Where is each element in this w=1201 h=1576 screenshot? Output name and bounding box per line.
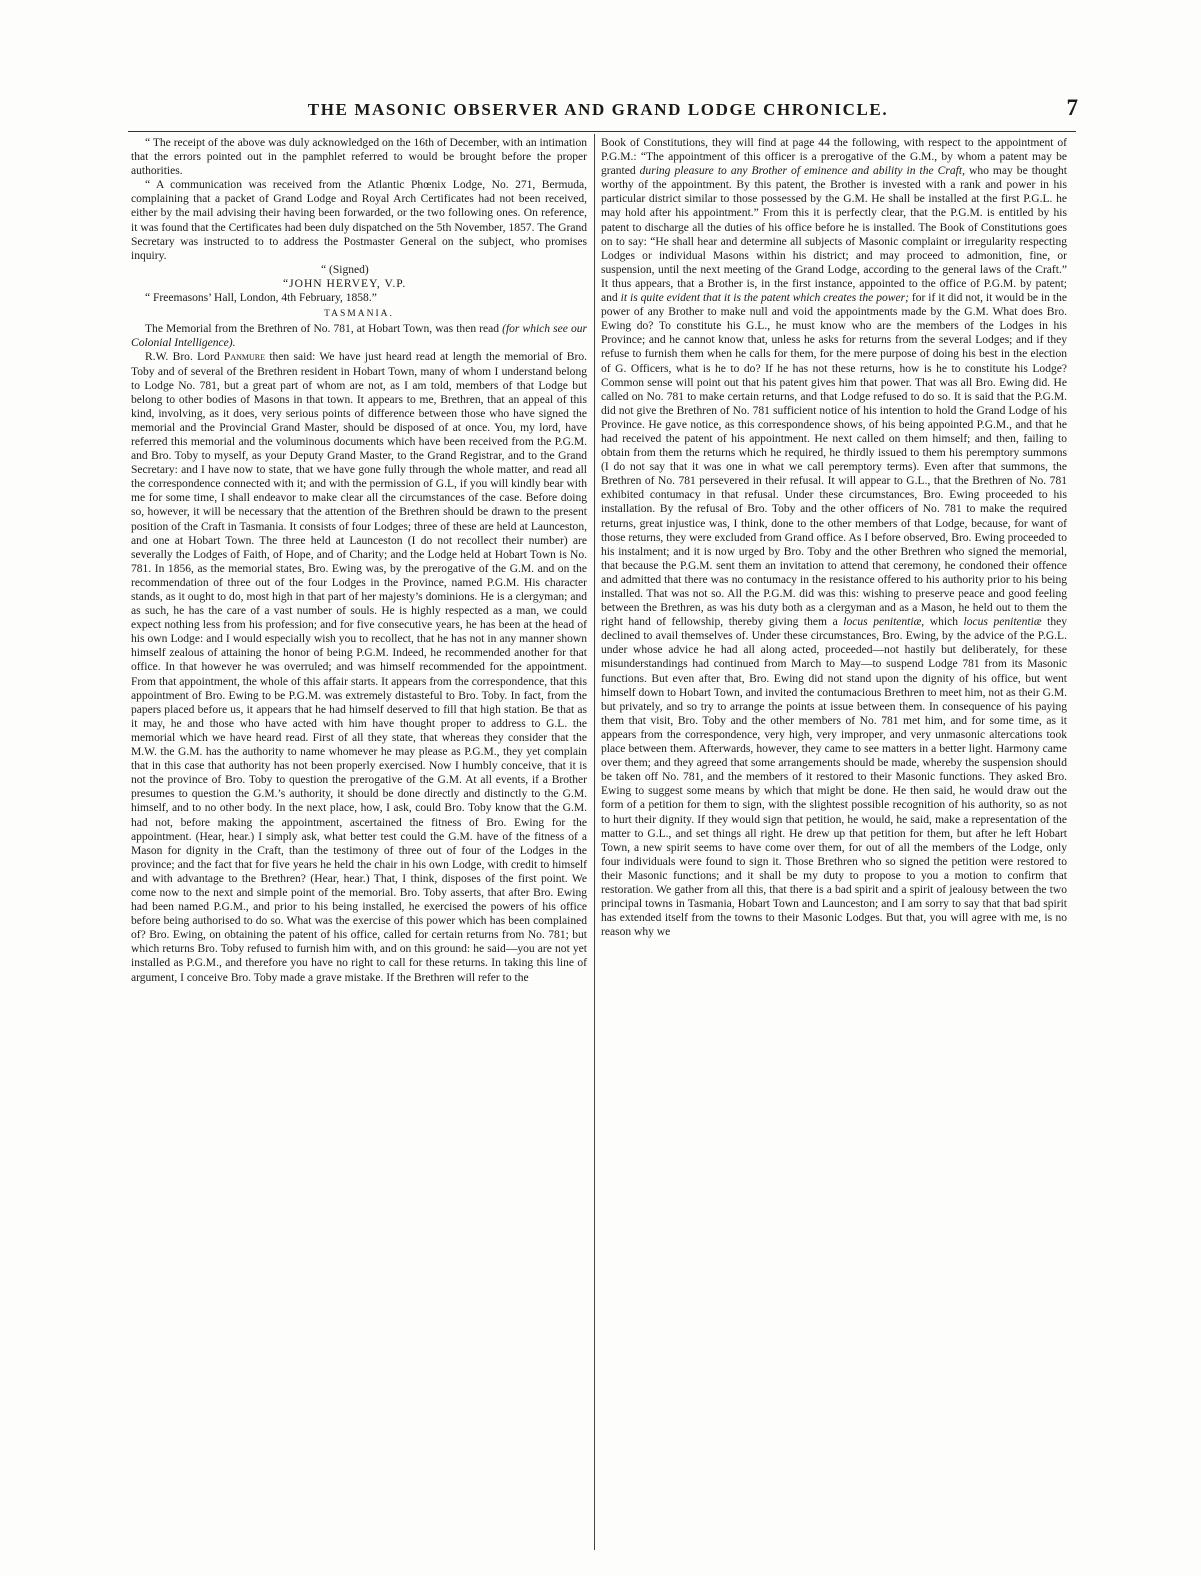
memorial-italic: (for which see our Colonial Intelligence). [131,323,587,350]
right-text-5: they declined to avail themselves of. Under these circumstances, Bro. Ewing, by the advice of the P.G.L. under whose advice he had all along acted, proceeded—not hastily but deliberately, for these misunderstandings had continued from March to May—to suspend Lodge 781 from its Masonic functions. But even after that, Bro. Ewing did not stand upon the dignity of his office, but went himself down to Hobart Town, and invited the contumacious Brethren to meet him, not as their G.M. but privately, and so try to arrange the points at issue between them. In consequence of his paying them that visit, Bro. Toby and the other members of No. 781 met him, and for some time, as it appears from the correspondence, very high, very improper, and very unmasonic altercations took place between them. Afterwards, however, they came to see matters in a better light. Harmony came over them; and they agreed that some arrangements should be made, whereby the suspension should be taken off No. 781, and the members of it restored to their Masonic functions. They asked Bro. Ewing to suggest some means by which that might be done. He then said, he would draw out the form of a petition for them to sign, with the slightest possible recognition of his authority, so as not to hurt their dignity. If they would sign that petition, he would, he said, make a representation of the matter to G.L., and set things all right. He drew up that petition for them, but after he left Hobart Town, a new spirit seems to have come over them, for out of all the members of the Lodge, only four individuals were found to sign it. Those Brethren who so signed the petition were restored to their Masonic functions; and it shall be my duty to propose to you a motion to confirm that restoration. We gather from all this, that there is a bad spirit and a spirit of jealousy between the two principal towns in Tasmania, Hobart Town and Launceston; and I am sorry to say that that bad spirit has extended itself from the towns to their Masonic Lodges. But that, you will agree with me, is no reason why we [601,616,1067,939]
latin-phrase-1: locus penitentiæ, [843,616,925,629]
left-column [131,136,587,1546]
paragraph-speech [131,350,587,984]
page-header [128,95,1078,128]
page-number: 7 [1066,95,1078,120]
right-italic-2: it is quite evident that it is the patent which creates the power; [620,292,909,305]
header-rule [128,131,1076,132]
right-italic-1: during pleasure to any Brother of eminence and ability in the Craft, [639,165,965,178]
signer-name: “JOHN HERVEY, V.P. [283,277,407,290]
dateline: “ Freemasons’ Hall, London, 4th February, 1858.” [145,292,377,305]
signed-note: “ (Signed) [321,263,369,276]
section-title: TASMANIA. [324,309,394,320]
right-text-2: who may be thought worthy of the appointment. By this patent, the Brother is invested with a rank and power in his particular district similar to those possessed by the G.M. He shall be installed at the first P.G.L. he may hold after his appointment.” From this it is perfectly clear, that the P.G.M. is entitled by his patent to discharge all the duties of his office before he is installed. The Book of Constitutions goes on to say: “He shall hear and determine all subjects of Masonic complaint or irregularity respecting Lodges or individual Masons within his district; and may proceed to admonition, fine, or suspension, until the next meeting of the Grand Lodge, according to the general laws of the Craft.” It thus appears, that a Brother is, in the first instance, appointed to the office of P.G.M. by patent; and [601,165,1067,305]
running-head: THE MASONIC OBSERVER AND GRAND LODGE CHRONICLE. [307,100,889,119]
paragraph-receipt: “ The receipt of the above was duly acknowledged on the 16th of December, with an intimation that the errors pointed out in the pamphlet referred to would be brought before the proper authorities. [131,137,587,178]
speaker-name: Panmure [223,351,265,364]
speech-intro: R.W. Bro. Lord [145,351,220,364]
paragraph-continued [601,136,1067,939]
right-text-4: which [929,616,958,629]
right-column [601,136,1067,1546]
paragraph-memorial [131,322,587,350]
memorial-text: The Memorial from the Brethren of No. 781, at Hobart Town, was then read [145,323,500,336]
latin-phrase-2: locus penitentiæ [963,616,1042,629]
right-text-1: Book of Constitutions, they will find at page 44 the following, with respect to the appointment of P.G.M.: “The appointment of this officer is a prerogative of the G.M., by whom a patent may be granted [601,137,1067,178]
paragraph-communication: “ A communication was received from the Atlantic Phœnix Lodge, No. 271, Bermuda, complaining that a packet of Grand Lodge and Royal Arch Certificates had not been received, either by the mail advising their having been forwarded, or the two following ones. On reference, it was found that the Certificates had been duly dispatched on the 5th November, 1857. The Grand Secretary was instructed to to address the Postmaster General on the subject, who promises inquiry. [131,179,587,262]
right-text-3: for if it did not, it would be in the power of any Brother to make null and void the appointments made by the G.M. What does Bro. Ewing do? To constitute his G.L., he must know who are the members of the Lodges in his Province; and he cannot know that, unless he asks for returns from the several Lodges; and if they refuse to furnish them when he calls for them, for the mere purpose of doing his best in the election of G. Officers, what is he to do? If he has not these returns, how is he to constitute his Lodge? Common sense will point out that his patent gives him that power. That was all Bro. Ewing did. He called on No. 781 to make certain returns, and that Lodge refused to do so. It is said that the P.G.M. did not give the Brethren of No. 781 sufficient notice of his intention to hold the Grand Lodge of his Province. He gave notice, as this correspondence shows, of his being appointed P.G.M., and that he had received the patent of his appointment. He next called on them himself; and then, failing to obtain from them the returns which he required, he thirdly issued to them his peremptory summons (I do not say that it was one in what we call peremptory terms). Even after that summons, the Brethren of No. 781 persevered in their refusal. It will appear to G.L., that the Brethren of No. 781 exhibited contumacy in that refusal. Under these circumstances, Bro. Ewing proceeded to his installation. By the refusal of Bro. Toby and the other officers of No. 781 to make the required returns, great injustice was, I think, done to the other members of that Lodge, because, for want of those returns, they were excluded from Grand office. As I before observed, Bro. Ewing proceeded to his instalment; and it is now urged by Bro. Toby and the other Brethren who signed the memorial, that because the P.G.M. sent them an invitation to attend that ceremony, he condoned their offence and admitted that there was no contumacy in the resistance offered to his authority prior to his being installed. That was not so. All the P.G.M. did was this: wishing to preserve peace and good feeling between the Brethren, as was his duty both as a clergyman and as a Mason, he held out to them the right hand of fellowship, thereby giving them a [601,292,1067,629]
speech-body: then said: We have just heard read at length the memorial of Bro. Toby and of several of the Brethren resident in Hobart Town, many of whom I understand belong to Lodge No. 781, but a great part of whom are not, as I am told, members of that Lodge but belong to other bodies of Masons in that town. It appears to me, Brethren, that an appeal of this kind, involving, as it does, very serious points of difference between those who have signed the memorial and the Provincial Grand Master, should be disposed of at once. You, my lord, have referred this memorial and the voluminous documents which have been received from the P.G.M. and Bro. Toby to myself, as your Deputy Grand Master, to the Grand Registrar, and to the Grand Secretary: and I have now to state, that we have gone fully through the whole matter, and read all the correspondence connected with it; and with the permission of G.L, if you will kindly bear with me for some time, I shall endeavor to make clear all the circumstances of the case. Before doing so, however, it will be necessary that the attention of the Brethren should be drawn to the present position of the Craft in Tasmania. It consists of four Lodges; three of these are held at Launceston, and one at Hobart Town. The three held at Launceston (I do not recollect their number) are severally the Lodges of Faith, of Hope, and of Charity; and the Lodge held at Hobart Town is No. 781. In 1856, as the memorial states, Bro. Ewing was, by the prerogative of the G.M. and on the recommendation of three out of the four Lodges in the Province, named P.G.M. His character stands, as it ought to do, most high in that part of her majesty’s dominions. He is a clergyman; and as such, he has the care of a vast number of souls. He is highly respected as a man, we could expect nothing less from his profession; and for five consecutive years, he has been at the head of his own Lodge: and I would especially wish you to recollect, that he has not in any manner shown himself zealous of attaining the honor of being P.G.M. Indeed, he recommended another for that office. In that however he was overruled; and was himself recommended for the appointment. From that appointment, the whole of this affair starts. It appears from the correspondence, that this appointment of Bro. Ewing to be P.G.M. was extremely distasteful to Bro. Toby. In fact, from the papers placed before us, it appears that he had himself deserved to fill that high station. Be that as it may, he and those who have acted with him have thought proper to address to G.L. the memorial which we have heard read. First of all they state, that whereas they consider that the M.W. the G.M. has the authority to name whomever he may please as P.G.M., they yet complain that in this case that authority has not been properly exercised. Now I humbly conceive, that it is not the province of Bro. Toby to question the prerogative of the G.M. At all events, if a Brother presumes to question the G.M.’s authority, it should be done directly and distinctly to the G.M. himself, and to no other body. In the next place, how, I ask, could Bro. Toby know that the G.M. had not, before making the appointment, ascertained the fitness of Bro. Ewing for the appointment. (Hear, hear.) I simply ask, what better test could the G.M. have of the fitness of a Mason for dignity in the Craft, than the testimony of three out of four of the Lodges in the province; and the fact that for five years he held the chair in his own Lodge, with credit to himself and with advantage to the Brethren? (Hear, hear.) That, I think, disposes of the first point. We come now to the next and simple point of the memorial. Bro. Toby asserts, that after Bro. Ewing had been named P.G.M., and prior to his being installed, he exercised the powers of his office before being authorised to do so. What was the exercise of this power which has been complained of? Bro. Ewing, on obtaining the patent of his office, called for certain returns from No. 781; but which returns Bro. Toby refused to furnish him with, and on this ground: he said—you are not yet installed as P.G.M., and therefore you have no right to call for these returns. In taking this line of argument, I conceive Bro. Toby made a grave mistake. If the Brethren will refer to the [131,351,587,984]
column-divider [594,134,595,1550]
